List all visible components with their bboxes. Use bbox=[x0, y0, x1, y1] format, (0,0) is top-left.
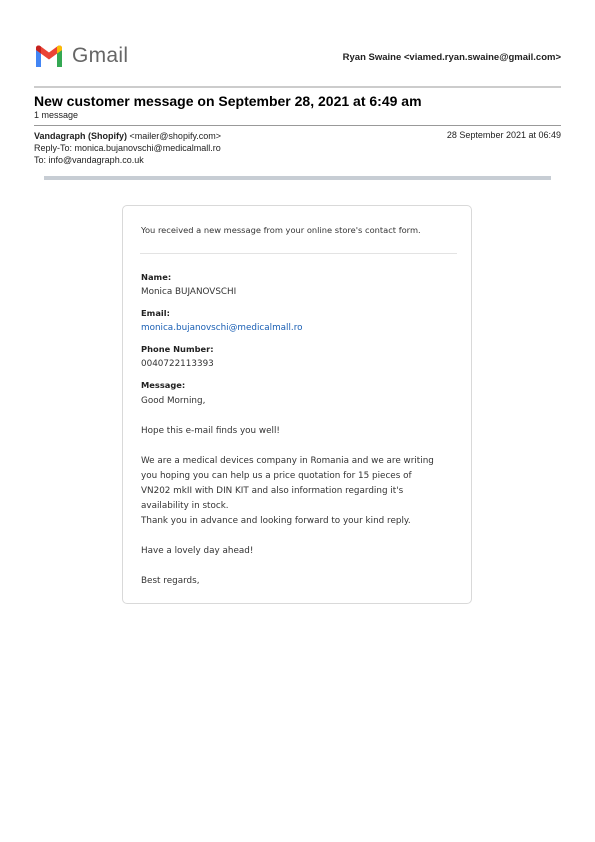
sender-name: Vandagraph (Shopify) bbox=[34, 131, 128, 141]
phone-value: 0040722113393 bbox=[141, 359, 214, 369]
to-line: To: info@vandagraph.co.uk bbox=[34, 155, 144, 165]
message-header-bar bbox=[44, 176, 551, 180]
message-body bbox=[141, 394, 441, 604]
name-value: Monica BUJANOVSCHI bbox=[141, 287, 237, 297]
message-paragraph: Hope this e-mail finds you well! bbox=[141, 426, 280, 436]
account-label: Ryan Swaine <viamed.ryan.swaine@gmail.com> bbox=[342, 52, 561, 63]
phone-label: Phone Number: bbox=[141, 344, 214, 354]
message-card bbox=[122, 205, 472, 604]
email-label: Email: bbox=[141, 308, 170, 318]
card-intro: You received a new message from your online store's contact form. bbox=[141, 225, 421, 235]
message-greeting: Good Morning, bbox=[141, 396, 206, 406]
card-divider bbox=[140, 253, 457, 254]
reply-to-line: Reply-To: monica.bujanovschi@medicalmall.ro bbox=[34, 143, 221, 153]
email-link[interactable]: monica.bujanovschi@medicalmall.ro bbox=[141, 323, 303, 333]
gmail-wordmark: Gmail bbox=[72, 44, 129, 67]
subject-divider bbox=[34, 125, 561, 126]
message-paragraph: Have a lovely day ahead! bbox=[141, 546, 254, 556]
message-date: 28 September 2021 at 06:49 bbox=[446, 130, 561, 140]
header-divider bbox=[34, 86, 561, 88]
message-paragraph: We are a medical devices company in Romania and we are writing you hoping you can help us a price quotation for 15 pieces of VN202 mkII with DIN KIT and also information regarding it's availability in stock. bbox=[141, 456, 434, 511]
gmail-logo bbox=[34, 44, 128, 68]
sender-email: <mailer@shopify.com> bbox=[129, 131, 222, 141]
message-signoff: Best regards, bbox=[141, 576, 200, 586]
name-label: Name: bbox=[141, 272, 172, 282]
message-paragraph: Thank you in advance and looking forward to your kind reply. bbox=[141, 516, 411, 526]
sender-line bbox=[34, 130, 221, 142]
gmail-m-icon bbox=[34, 45, 64, 68]
message-label: Message: bbox=[141, 380, 186, 390]
thread-subject: New customer message on September 28, 2021 at 6:49 am bbox=[34, 93, 422, 109]
thread-message-count: 1 message bbox=[34, 110, 79, 120]
message-meta bbox=[34, 130, 221, 166]
